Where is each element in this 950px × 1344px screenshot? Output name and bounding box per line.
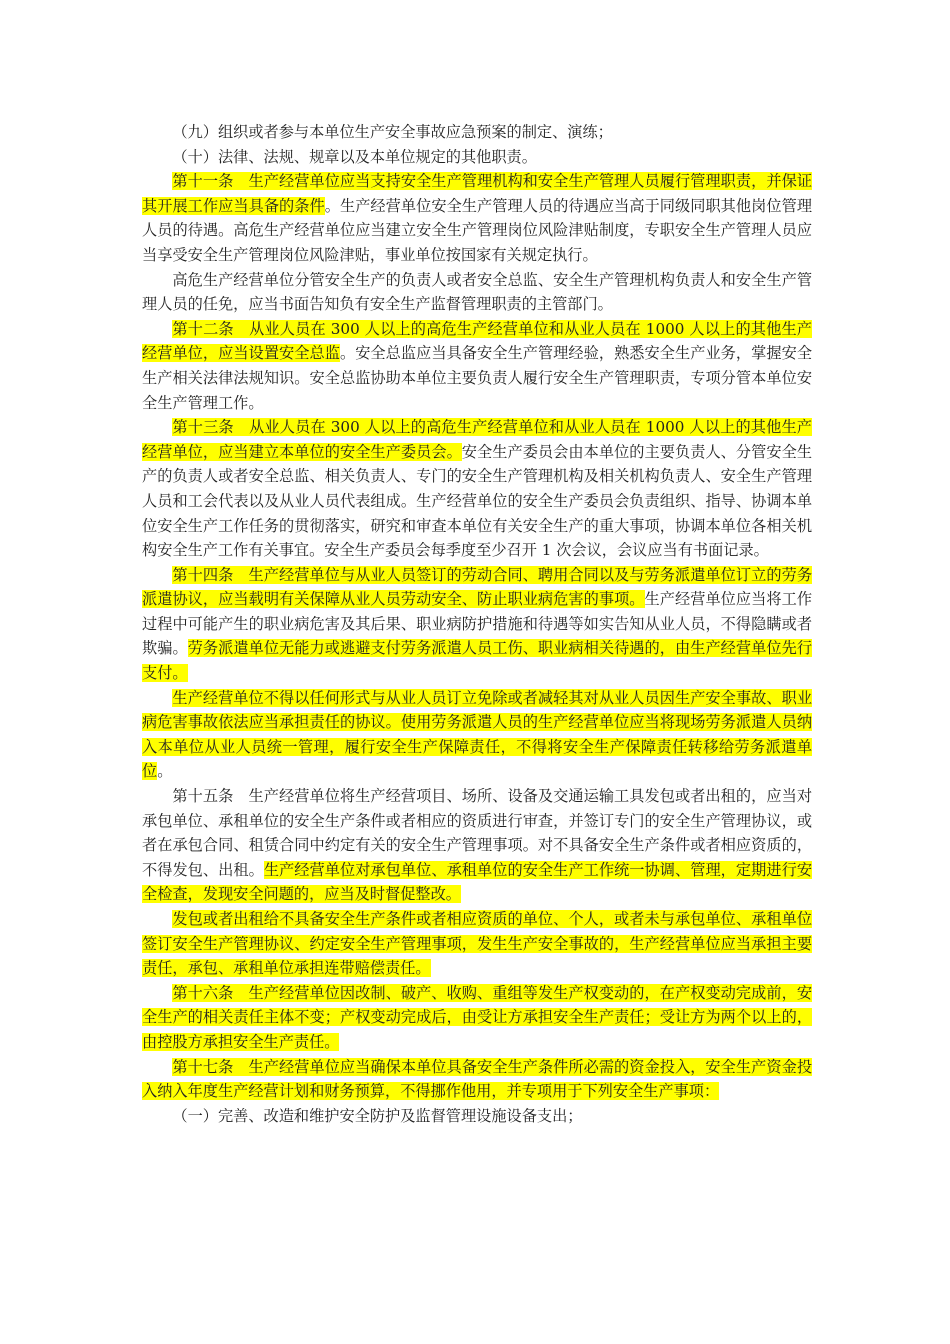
paragraph	[142, 145, 812, 170]
paragraph	[142, 169, 812, 267]
paragraph	[142, 1104, 812, 1129]
highlighted-text: 第十三条 从业人员在 300 人以上的高危生产经营单位和从业人员在 1000 人以上的其他生产经营单位，应当建立本单位的安全生产委员会。	[142, 418, 812, 461]
paragraph	[142, 784, 812, 907]
paragraph	[142, 1055, 812, 1104]
highlighted-text: 发包或者出租给不具备安全生产条件或者相应资质的单位、个人，或者未与承包单位、承租单位签订安全生产管理协议、约定安全生产管理事项，发生生产安全事故的，生产经营单位应当承担主要责任，承包、承租单位承担连带赔偿责任。	[142, 910, 812, 978]
body-text: 安全生产委员会由本单位的主要负责人、分管安全生产的负责人或者安全总监、相关负责人、专门的安全生产管理机构及相关机构负责人、安全生产管理人员和工会代表以及从业人员代表组成。生产经营单位的安全生产委员会负责组织、指导、协调本单位安全生产工作任务的贯彻落实，研究和审查本单位有关安全生产的重大事项，协调本单位各相关机构安全生产工作有关事宜。安全生产委员会每季度至少召开 1 次会议，会议应当有书面记录。	[142, 442, 813, 560]
highlighted-text: 第十二条 从业人员在 300 人以上的高危生产经营单位和从业人员在 1000 人以上的其他生产经营单位，应当设置安全总监	[142, 319, 812, 363]
highlighted-text: 第十一条 生产经营单位应当支持安全生产管理机构和安全生产管理人员履行管理职责，并保证其开展工作应当具备的条件	[142, 172, 812, 215]
paragraph	[142, 907, 812, 981]
body-text: （十）法律、法规、规章以及本单位规定的其他职责。	[172, 147, 537, 166]
highlighted-text: 生产经营单位对承包单位、承租单位的安全生产工作统一协调、管理，定期进行安全检查，发现安全问题的，应当及时督促整改。	[142, 860, 813, 904]
paragraph	[142, 317, 812, 415]
document-body	[142, 120, 812, 1128]
highlighted-text: 劳务派遣单位无能力或逃避支付劳务派遣人员工伤、职业病相关待遇的，由生产经营单位先行支付。	[142, 639, 813, 683]
highlighted-text: 第十七条 生产经营单位应当确保本单位具备安全生产条件所必需的资金投入，安全生产资金投入纳入年度生产经营计划和财务预算，不得挪作他用，并专项用于下列安全生产事项：	[142, 1057, 812, 1101]
paragraph	[142, 686, 812, 784]
body-text: 。	[157, 762, 173, 781]
body-text: 。生产经营单位安全生产管理人员的待遇应当高于同级同职其他岗位管理人员的待遇。高危生产经营单位应当建立安全生产管理岗位风险津贴制度，专职安全生产管理人员应当享受安全生产管理岗位风险津贴，事业单位按国家有关规定执行。	[142, 196, 813, 264]
highlighted-text: 生产经营单位不得以任何形式与从业人员订立免除或者减轻其对从业人员因生产安全事故、职业病危害事故依法应当承担责任的协议。使用劳务派遣人员的生产经营单位应当将现场劳务派遣人员纳入本单位从业人员统一管理，履行安全生产保障责任，不得将安全生产保障责任转移给劳务派遣单位	[142, 688, 812, 781]
body-text: 。安全总监应当具备安全生产管理经验，熟悉安全生产业务，掌握安全生产相关法律法规知识。安全总监协助本单位主要负责人履行安全生产管理职责，专项分管本单位安全生产管理工作。	[142, 344, 813, 412]
highlighted-text: 第十四条 生产经营单位与从业人员签订的劳动合同、聘用合同以及与劳务派遣单位订立的劳务派遣协议，应当载明有关保障从业人员劳动安全、防止职业病危害的事项。	[142, 565, 812, 609]
paragraph	[142, 415, 812, 563]
paragraph	[142, 120, 812, 145]
body-text: 第十五条 生产经营单位将生产经营项目、场所、设备及交通运输工具发包或者出租的，应当对承包单位、承租单位的安全生产条件或者相应的资质进行审查，并签订专门的安全生产管理协议，或者在承包合同、租赁合同中约定有关的安全生产管理事项。对不具备安全生产条件或者相应资质的，不得发包、出租。	[142, 787, 812, 879]
paragraph	[142, 981, 812, 1055]
highlighted-text: 第十六条 生产经营单位因改制、破产、收购、重组等发生产权变动的，在产权变动完成前，安全生产的相关责任主体不变；产权变动完成后，由受让方承担安全生产责任；受让方为两个以上的，由控股方承担安全生产责任。	[142, 983, 812, 1051]
paragraph	[142, 268, 812, 317]
paragraph	[142, 563, 812, 686]
body-text: （一）完善、改造和维护安全防护及监督管理设施设备支出；	[172, 1106, 583, 1125]
body-text: 生产经营单位应当将工作过程中可能产生的职业病危害及其后果、职业病防护措施和待遇等如实告知从业人员，不得隐瞒或者欺骗。	[142, 590, 813, 658]
body-text: （九）组织或者参与本单位生产安全事故应急预案的制定、演练；	[172, 123, 613, 141]
body-text: 高危生产经营单位分管安全生产的负责人或者安全总监、安全生产管理机构负责人和安全生产管理人员的任免，应当书面告知负有安全生产监督管理职责的主管部门。	[142, 270, 812, 314]
